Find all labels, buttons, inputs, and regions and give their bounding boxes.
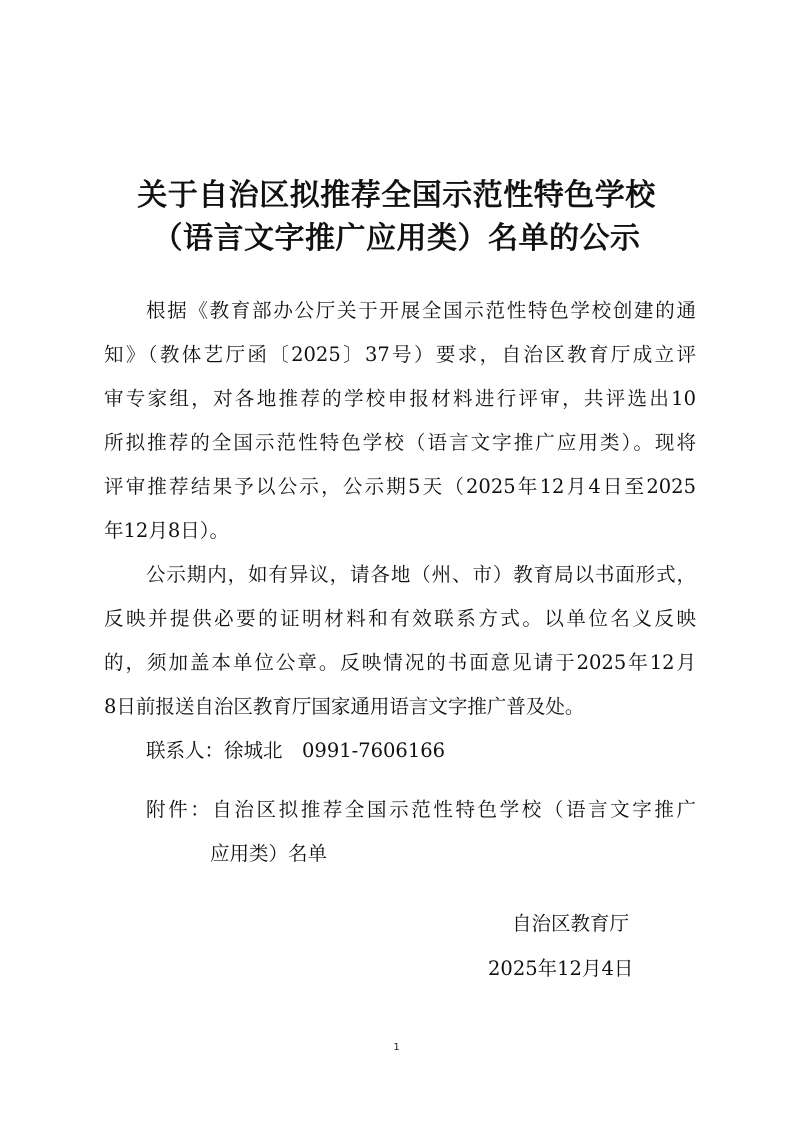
paragraph-1-line-6: 年12月8日）。 — [104, 519, 229, 542]
attachment-line-2: 应用类）名单 — [210, 842, 328, 865]
document-title-line-1: 关于自治区拟推荐全国示范性特色学校 — [137, 178, 656, 213]
paragraph-2-line-2: 反映并提供必要的证明材料和有效联系方式。以单位名义反映 — [104, 607, 696, 630]
paragraph-1-line-5: 评审推荐结果予以公示，公示期5天（2025年12月4日至2025 — [104, 475, 696, 498]
paragraph-1-line-2: 知》（教体艺厅函〔2025〕37号）要求，自治区教育厅成立评 — [104, 343, 696, 366]
paragraph-1-line-3: 审专家组，对各地推荐的学校申报材料进行评审，共评选出10 — [104, 387, 696, 410]
paragraph-1-line-1: 根据《教育部办公厅关于开展全国示范性特色学校创建的通 — [146, 299, 696, 322]
page-number: 1 — [393, 1042, 400, 1053]
paragraph-1-line-4: 所拟推荐的全国示范性特色学校（语言文字推广应用类）。现将 — [104, 431, 696, 454]
signature-organization: 自治区教育厅 — [512, 912, 630, 935]
attachment-line-1: 附件：自治区拟推荐全国示范性特色学校（语言文字推广 — [146, 798, 696, 821]
signature-date: 2025年12月4日 — [488, 957, 634, 980]
paragraph-2-line-3: 的，须加盖本单位公章。反映情况的书面意见请于2025年12月 — [104, 651, 696, 674]
contact-line: 联系人：徐城北 0991-7606166 — [146, 739, 446, 762]
paragraph-2-line-1: 公示期内，如有异议，请各地（州、市）教育局以书面形式， — [146, 563, 696, 586]
document-title-line-2: （语言文字推广应用类）名单的公示 — [152, 221, 641, 256]
paragraph-2-line-4: 8日前报送自治区教育厅国家通用语言文字推广普及处。 — [104, 695, 585, 718]
